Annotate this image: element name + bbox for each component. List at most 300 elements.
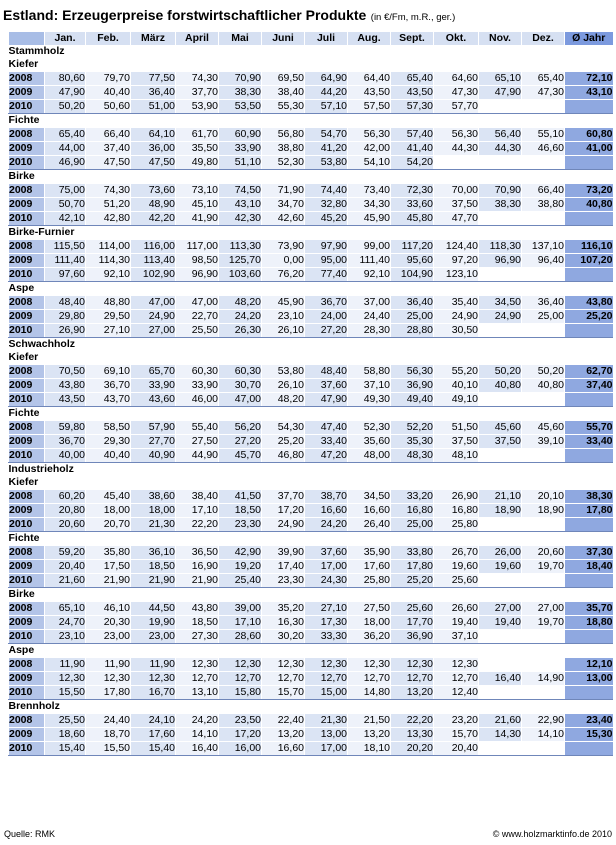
value-cell: 70,50 [45, 365, 86, 379]
value-cell: 38,40 [262, 86, 305, 100]
value-cell [522, 658, 565, 672]
table-row [9, 672, 613, 686]
table-row [9, 658, 613, 672]
value-cell: 54,20 [391, 156, 434, 170]
value-cell: 36,70 [45, 435, 86, 449]
year-average-cell: 62,70 [565, 365, 613, 379]
year-average-cell: 15,30 [565, 728, 613, 742]
value-cell: 17,80 [391, 560, 434, 574]
value-cell: 24,90 [434, 310, 479, 324]
value-cell: 64,40 [348, 72, 391, 86]
value-cell: 45,90 [348, 212, 391, 226]
value-cell: 12,70 [391, 672, 434, 686]
header-month: Juni [262, 32, 305, 45]
value-cell: 0,00 [262, 254, 305, 268]
year-average-cell [565, 574, 613, 588]
value-cell: 35,20 [262, 602, 305, 616]
value-cell: 38,60 [131, 490, 176, 504]
value-cell: 47,30 [434, 86, 479, 100]
value-cell: 64,90 [305, 72, 348, 86]
category-label: Stammholz [8, 45, 65, 57]
header-row [9, 32, 613, 45]
species-row [9, 588, 613, 602]
value-cell: 57,50 [348, 100, 391, 114]
value-cell: 73,40 [348, 184, 391, 198]
value-cell: 57,70 [434, 100, 479, 114]
value-cell: 137,10 [522, 240, 565, 254]
value-cell: 117,20 [391, 240, 434, 254]
value-cell: 23,00 [86, 630, 131, 644]
value-cell: 17,10 [176, 504, 219, 518]
value-cell: 77,40 [305, 268, 348, 282]
year-cell: 2009 [9, 310, 45, 324]
value-cell: 17,10 [219, 616, 262, 630]
value-cell [479, 324, 522, 338]
category-label: Schwachholz [8, 338, 76, 350]
value-cell: 17,00 [305, 560, 348, 574]
year-cell: 2009 [9, 560, 45, 574]
value-cell: 53,80 [305, 156, 348, 170]
value-cell: 45,20 [305, 212, 348, 226]
year-cell: 2010 [9, 686, 45, 700]
value-cell: 47,70 [434, 212, 479, 226]
value-cell: 92,10 [348, 268, 391, 282]
species-label: Birke-Furnier [8, 226, 75, 238]
value-cell [479, 268, 522, 282]
value-cell: 50,20 [522, 365, 565, 379]
value-cell: 18,00 [348, 616, 391, 630]
value-cell: 18,50 [131, 560, 176, 574]
table-row [9, 268, 613, 282]
value-cell: 66,40 [86, 128, 131, 142]
value-cell: 24,40 [86, 714, 131, 728]
year-average-cell [565, 212, 613, 226]
value-cell: 43,50 [348, 86, 391, 100]
year-average-cell [565, 518, 613, 532]
value-cell: 57,40 [391, 128, 434, 142]
value-cell: 58,80 [348, 365, 391, 379]
value-cell: 47,90 [305, 393, 348, 407]
value-cell: 43,50 [45, 393, 86, 407]
year-cell: 2008 [9, 490, 45, 504]
value-cell: 23,30 [219, 518, 262, 532]
value-cell: 74,30 [176, 72, 219, 86]
value-cell: 57,30 [391, 100, 434, 114]
value-cell [522, 686, 565, 700]
value-cell [522, 393, 565, 407]
value-cell: 54,70 [305, 128, 348, 142]
value-cell: 43,50 [391, 86, 434, 100]
value-cell: 22,20 [391, 714, 434, 728]
value-cell: 36,70 [305, 296, 348, 310]
value-cell: 76,20 [262, 268, 305, 282]
value-cell: 19,70 [522, 616, 565, 630]
header-month: Mai [219, 32, 262, 45]
value-cell: 50,60 [86, 100, 131, 114]
value-cell: 42,00 [348, 142, 391, 156]
category-row [9, 45, 613, 58]
value-cell: 18,10 [348, 742, 391, 756]
value-cell: 41,40 [391, 142, 434, 156]
value-cell: 25,20 [262, 435, 305, 449]
year-cell: 2010 [9, 156, 45, 170]
value-cell: 47,20 [305, 449, 348, 463]
value-cell: 50,20 [45, 100, 86, 114]
year-average-cell [565, 686, 613, 700]
table-row [9, 421, 613, 435]
value-cell: 19,60 [479, 560, 522, 574]
value-cell: 23,00 [131, 630, 176, 644]
value-cell: 21,90 [176, 574, 219, 588]
value-cell: 30,20 [262, 630, 305, 644]
value-cell: 17,70 [391, 616, 434, 630]
value-cell: 30,50 [434, 324, 479, 338]
value-cell: 14,30 [479, 728, 522, 742]
value-cell: 23,10 [45, 630, 86, 644]
value-cell: 65,70 [131, 365, 176, 379]
value-cell: 25,80 [348, 574, 391, 588]
table-row [9, 602, 613, 616]
value-cell: 12,30 [262, 658, 305, 672]
value-cell: 36,20 [348, 630, 391, 644]
value-cell: 35,60 [348, 435, 391, 449]
value-cell: 12,70 [262, 672, 305, 686]
value-cell: 21,30 [131, 518, 176, 532]
value-cell: 16,60 [262, 742, 305, 756]
value-cell: 15,00 [305, 686, 348, 700]
value-cell: 27,10 [305, 602, 348, 616]
table-row [9, 742, 613, 756]
category-label: Industrieholz [8, 463, 74, 475]
value-cell: 23,50 [219, 714, 262, 728]
value-cell [479, 449, 522, 463]
value-cell: 48,80 [86, 296, 131, 310]
value-cell: 15,80 [219, 686, 262, 700]
source-note: Quelle: RMK [4, 829, 56, 839]
value-cell: 18,50 [176, 616, 219, 630]
value-cell: 43,10 [219, 198, 262, 212]
table-row [9, 86, 613, 100]
value-cell: 45,10 [176, 198, 219, 212]
value-cell: 13,00 [305, 728, 348, 742]
year-average-cell: 55,70 [565, 421, 613, 435]
value-cell: 12,30 [86, 672, 131, 686]
value-cell: 33,90 [131, 379, 176, 393]
value-cell: 60,30 [176, 365, 219, 379]
value-cell: 12,70 [219, 672, 262, 686]
value-cell: 16,80 [434, 504, 479, 518]
value-cell: 20,80 [45, 504, 86, 518]
species-row [9, 114, 613, 128]
value-cell: 47,00 [131, 296, 176, 310]
year-cell: 2008 [9, 365, 45, 379]
value-cell: 36,90 [391, 630, 434, 644]
value-cell: 26,10 [262, 379, 305, 393]
value-cell: 23,30 [262, 574, 305, 588]
header-month: April [176, 32, 219, 45]
value-cell: 12,30 [434, 658, 479, 672]
value-cell: 49,10 [434, 393, 479, 407]
value-cell: 12,30 [45, 672, 86, 686]
value-cell: 25,80 [434, 518, 479, 532]
copyright-note: © www.holzmarktinfo.de 2010 [492, 829, 612, 839]
year-average-cell: 18,40 [565, 560, 613, 574]
value-cell: 52,20 [391, 421, 434, 435]
value-cell: 22,70 [176, 310, 219, 324]
value-cell: 18,90 [479, 504, 522, 518]
value-cell: 48,10 [434, 449, 479, 463]
table-row [9, 714, 613, 728]
value-cell: 13,20 [391, 686, 434, 700]
value-cell: 79,70 [86, 72, 131, 86]
table-row [9, 142, 613, 156]
year-cell: 2009 [9, 435, 45, 449]
year-cell: 2008 [9, 602, 45, 616]
price-table [8, 32, 613, 756]
value-cell: 44,30 [479, 142, 522, 156]
header-month: Sept. [391, 32, 434, 45]
value-cell [522, 324, 565, 338]
year-average-cell: 12,10 [565, 658, 613, 672]
value-cell: 35,40 [434, 296, 479, 310]
value-cell: 23,10 [262, 310, 305, 324]
value-cell [522, 742, 565, 756]
table-row [9, 240, 613, 254]
value-cell: 49,80 [176, 156, 219, 170]
species-row [9, 170, 613, 184]
value-cell: 73,10 [176, 184, 219, 198]
value-cell: 48,90 [131, 198, 176, 212]
value-cell: 45,60 [522, 421, 565, 435]
value-cell: 21,30 [305, 714, 348, 728]
value-cell: 104,90 [391, 268, 434, 282]
value-cell: 44,90 [176, 449, 219, 463]
value-cell: 12,30 [391, 658, 434, 672]
value-cell: 48,20 [262, 393, 305, 407]
value-cell: 114,00 [86, 240, 131, 254]
value-cell: 26,40 [348, 518, 391, 532]
value-cell: 18,90 [522, 504, 565, 518]
value-cell: 22,20 [176, 518, 219, 532]
species-row [9, 226, 613, 240]
value-cell: 11,90 [45, 658, 86, 672]
year-average-cell [565, 742, 613, 756]
value-cell: 56,80 [262, 128, 305, 142]
value-cell: 12,70 [176, 672, 219, 686]
header-month: Feb. [86, 32, 131, 45]
value-cell: 34,50 [479, 296, 522, 310]
value-cell: 26,90 [45, 324, 86, 338]
value-cell: 20,60 [45, 518, 86, 532]
year-cell: 2009 [9, 142, 45, 156]
year-cell: 2008 [9, 714, 45, 728]
value-cell: 25,60 [434, 574, 479, 588]
value-cell: 19,40 [434, 616, 479, 630]
value-cell: 113,30 [219, 240, 262, 254]
value-cell: 37,70 [176, 86, 219, 100]
year-cell: 2008 [9, 296, 45, 310]
value-cell: 16,80 [391, 504, 434, 518]
value-cell: 43,60 [131, 393, 176, 407]
category-row [9, 463, 613, 477]
value-cell: 44,30 [434, 142, 479, 156]
value-cell: 23,20 [434, 714, 479, 728]
value-cell: 70,00 [434, 184, 479, 198]
value-cell: 12,70 [348, 672, 391, 686]
species-label: Aspe [8, 282, 35, 294]
value-cell: 22,40 [262, 714, 305, 728]
value-cell: 19,20 [219, 560, 262, 574]
footer [0, 829, 616, 843]
value-cell: 24,20 [176, 714, 219, 728]
value-cell: 73,90 [262, 240, 305, 254]
value-cell: 27,00 [131, 324, 176, 338]
value-cell: 27,50 [348, 602, 391, 616]
value-cell: 44,00 [45, 142, 86, 156]
value-cell: 15,70 [434, 728, 479, 742]
value-cell: 27,30 [176, 630, 219, 644]
value-cell: 26,90 [434, 490, 479, 504]
value-cell: 113,40 [131, 254, 176, 268]
value-cell: 44,20 [305, 86, 348, 100]
species-row [9, 644, 613, 658]
year-average-cell: 18,80 [565, 616, 613, 630]
value-cell: 37,10 [348, 379, 391, 393]
value-cell: 60,20 [45, 490, 86, 504]
value-cell: 19,70 [522, 560, 565, 574]
value-cell: 21,50 [348, 714, 391, 728]
table-row [9, 156, 613, 170]
value-cell [522, 156, 565, 170]
value-cell: 66,40 [522, 184, 565, 198]
value-cell: 25,40 [219, 574, 262, 588]
year-average-cell: 13,00 [565, 672, 613, 686]
value-cell: 60,30 [219, 365, 262, 379]
value-cell: 125,70 [219, 254, 262, 268]
value-cell: 38,80 [522, 198, 565, 212]
value-cell: 30,70 [219, 379, 262, 393]
year-cell: 2010 [9, 100, 45, 114]
value-cell: 17,60 [131, 728, 176, 742]
value-cell: 28,60 [219, 630, 262, 644]
value-cell: 17,30 [305, 616, 348, 630]
value-cell: 19,40 [479, 616, 522, 630]
value-cell: 65,10 [45, 602, 86, 616]
value-cell: 17,50 [86, 560, 131, 574]
value-cell: 18,00 [86, 504, 131, 518]
value-cell: 69,10 [86, 365, 131, 379]
year-cell: 2010 [9, 212, 45, 226]
species-row [9, 351, 613, 365]
value-cell: 51,50 [434, 421, 479, 435]
value-cell: 13,30 [391, 728, 434, 742]
table-row [9, 616, 613, 630]
value-cell: 42,10 [45, 212, 86, 226]
value-cell: 72,30 [391, 184, 434, 198]
value-cell [479, 100, 522, 114]
value-cell [522, 268, 565, 282]
value-cell: 102,90 [131, 268, 176, 282]
table-row [9, 435, 613, 449]
value-cell: 17,40 [262, 560, 305, 574]
year-cell: 2010 [9, 393, 45, 407]
value-cell: 20,40 [45, 560, 86, 574]
value-cell: 65,40 [391, 72, 434, 86]
value-cell: 16,40 [479, 672, 522, 686]
value-cell: 92,10 [86, 268, 131, 282]
table-row [9, 184, 613, 198]
value-cell: 29,50 [86, 310, 131, 324]
year-average-cell: 37,40 [565, 379, 613, 393]
value-cell: 49,30 [348, 393, 391, 407]
value-cell: 46,80 [262, 449, 305, 463]
value-cell: 80,60 [45, 72, 86, 86]
value-cell: 20,40 [434, 742, 479, 756]
species-row [9, 476, 613, 490]
table-row [9, 630, 613, 644]
table-row [9, 518, 613, 532]
table-row [9, 379, 613, 393]
value-cell: 36,50 [176, 546, 219, 560]
value-cell [479, 742, 522, 756]
value-cell: 17,80 [86, 686, 131, 700]
species-label: Kiefer [8, 351, 39, 363]
value-cell: 69,50 [262, 72, 305, 86]
value-cell: 18,60 [45, 728, 86, 742]
year-cell: 2009 [9, 379, 45, 393]
value-cell: 20,70 [86, 518, 131, 532]
species-label: Birke [8, 588, 35, 600]
value-cell: 24,90 [479, 310, 522, 324]
header-month: Aug. [348, 32, 391, 45]
value-cell: 46,10 [86, 602, 131, 616]
value-cell: 36,40 [391, 296, 434, 310]
value-cell: 13,10 [176, 686, 219, 700]
value-cell: 117,00 [176, 240, 219, 254]
value-cell: 48,40 [45, 296, 86, 310]
value-cell: 14,10 [522, 728, 565, 742]
value-cell: 24,30 [305, 574, 348, 588]
year-cell: 2008 [9, 421, 45, 435]
year-average-cell: 43,80 [565, 296, 613, 310]
value-cell: 58,50 [86, 421, 131, 435]
year-cell: 2010 [9, 630, 45, 644]
value-cell: 17,20 [219, 728, 262, 742]
year-cell: 2008 [9, 128, 45, 142]
value-cell: 52,30 [348, 421, 391, 435]
value-cell: 73,60 [131, 184, 176, 198]
value-cell: 21,90 [86, 574, 131, 588]
value-cell: 96,40 [522, 254, 565, 268]
value-cell: 44,50 [131, 602, 176, 616]
year-cell: 2008 [9, 546, 45, 560]
year-average-cell: 107,20 [565, 254, 613, 268]
value-cell: 111,40 [45, 254, 86, 268]
value-cell: 37,40 [86, 142, 131, 156]
value-cell: 45,80 [391, 212, 434, 226]
value-cell: 56,30 [348, 128, 391, 142]
value-cell: 95,60 [391, 254, 434, 268]
value-cell: 29,80 [45, 310, 86, 324]
value-cell: 65,10 [479, 72, 522, 86]
value-cell: 25,00 [522, 310, 565, 324]
table-row [9, 198, 613, 212]
value-cell: 24,10 [131, 714, 176, 728]
value-cell: 57,90 [131, 421, 176, 435]
value-cell: 45,70 [219, 449, 262, 463]
value-cell: 15,70 [262, 686, 305, 700]
species-label: Fichte [8, 532, 40, 544]
